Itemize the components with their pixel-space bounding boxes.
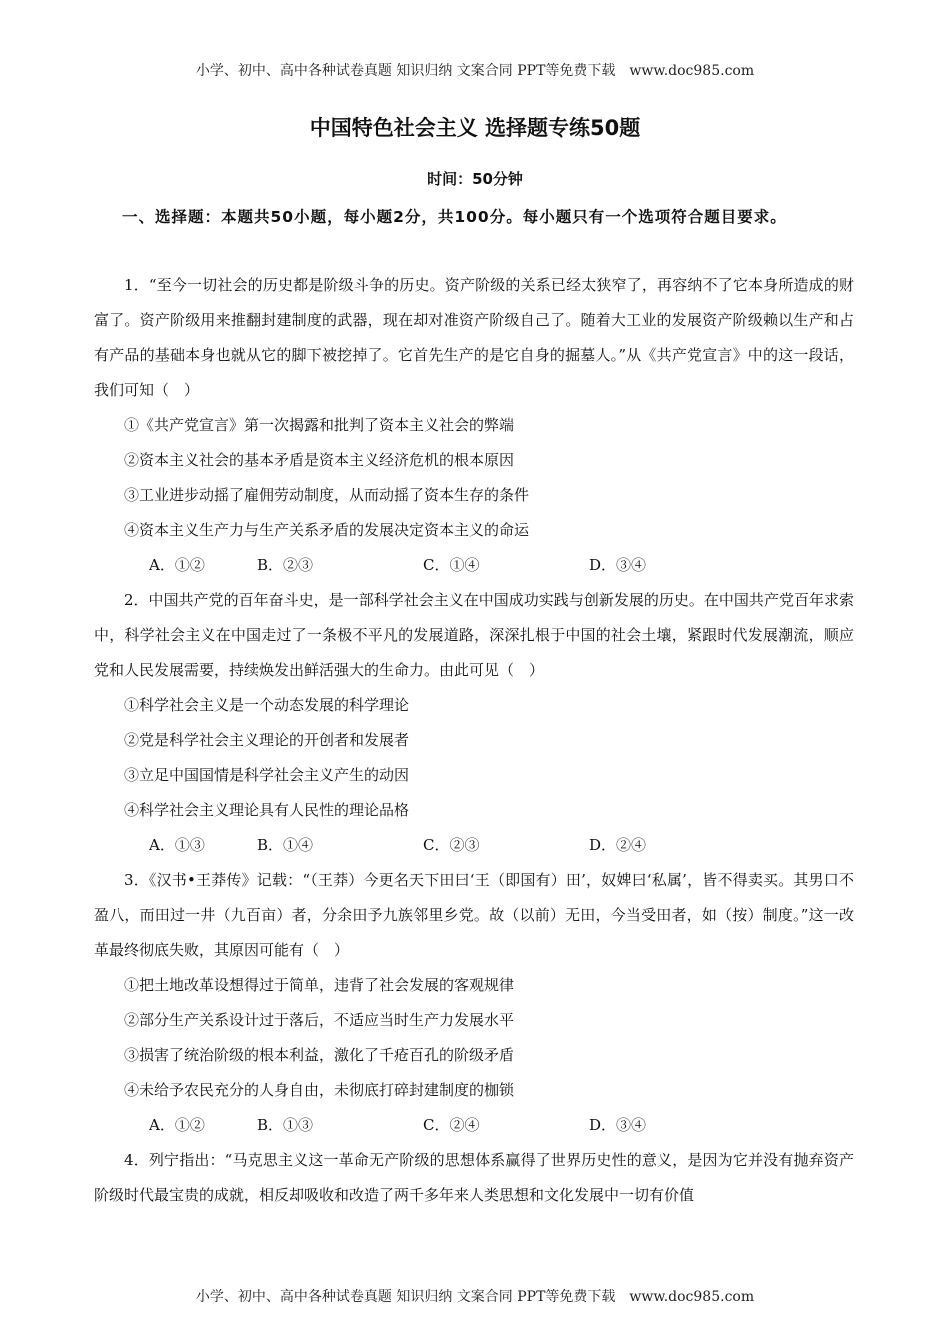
option-d: D．③④	[589, 1116, 647, 1134]
option-b: B．①④	[257, 836, 314, 854]
option-b: B．②③	[257, 556, 314, 574]
statement-2: ②党是科学社会主义理论的开创者和发展者	[124, 731, 410, 749]
question-4	[94, 1143, 854, 1213]
statement-1: ①《共产党宣言》第一次揭露和批判了资本主义社会的弊端	[124, 416, 515, 434]
document-title: 中国特色社会主义 选择题专练50题	[309, 116, 641, 140]
option-b: B．①③	[257, 1116, 314, 1134]
header-text: 小学、初中、高中各种试卷真题 知识归纳 文案合同 PPT等免费下载	[195, 63, 616, 79]
statement-3: ③损害了统治阶级的根本利益，激化了千疮百孔的阶级矛盾	[124, 1046, 515, 1064]
page-header	[0, 60, 950, 80]
header-url[interactable]: www.doc985.com	[629, 63, 755, 79]
statement-4: ④科学社会主义理论具有人民性的理论品格	[124, 801, 410, 819]
option-d: D．③④	[589, 556, 647, 574]
statement-4: ④资本主义生产力与生产关系矛盾的发展决定资本主义的命运	[124, 521, 530, 539]
section-heading: 一、选择题：本题共50小题，每小题2分，共100分。每小题只有一个选项符合题目要求。	[122, 208, 787, 226]
option-c: C．①④	[423, 556, 480, 574]
footer-text: 小学、初中、高中各种试卷真题 知识归纳 文案合同 PPT等免费下载	[195, 1289, 616, 1305]
option-a: A．①②	[149, 556, 205, 574]
question-3	[94, 863, 854, 1143]
statement-2: ②资本主义社会的基本矛盾是资本主义经济危机的根本原因	[124, 451, 515, 469]
statement-3: ③工业进步动摇了雇佣劳动制度，从而动摇了资本生存的条件	[124, 486, 530, 504]
question-1	[94, 268, 854, 583]
footer-url[interactable]: www.doc985.com	[629, 1289, 755, 1305]
option-d: D．②④	[589, 836, 647, 854]
question-text: 3．《汉书•王莽传》记载：“（王莽）今更名天下田曰‘王（即国有）田’，奴婢曰‘私属’，皆不得卖买。其男口不盈八，而田过一井（九百亩）者，分余田予九族邻里乡党。故（以前）无田，今当受田者，如（按）制度。”这一改革最终彻底失败，其原因可能有（ ）	[94, 871, 854, 959]
statement-2: ②部分生产关系设计过于落后，不适应当时生产力发展水平	[124, 1011, 515, 1029]
statement-4: ④未给予农民充分的人身自由，未彻底打碎封建制度的枷锁	[124, 1081, 515, 1099]
page-footer	[0, 1286, 950, 1306]
option-c: C．②③	[423, 836, 480, 854]
statement-1: ①科学社会主义是一个动态发展的科学理论	[124, 696, 410, 714]
statement-3: ③立足中国国情是科学社会主义产生的动因	[124, 766, 410, 784]
question-list	[94, 268, 854, 1213]
option-a: A．①③	[149, 836, 205, 854]
time-limit: 时间：50分钟	[427, 170, 523, 188]
option-c: C．②④	[423, 1116, 480, 1134]
option-a: A．①②	[149, 1116, 205, 1134]
answer-options	[149, 828, 854, 863]
question-text: 4．列宁指出：“马克思主义这一革命无产阶级的思想体系赢得了世界历史性的意义，是因为它并没有抛弃资产阶级时代最宝贵的成就，相反却吸收和改造了两千多年来人类思想和文化发展中一切有价值	[94, 1151, 854, 1204]
statement-1: ①把土地改革设想得过于简单，违背了社会发展的客观规律	[124, 976, 515, 994]
question-text: 1．“至今一切社会的历史都是阶级斗争的历史。资产阶级的关系已经太狭窄了，再容纳不了它本身所造成的财富了。资产阶级用来推翻封建制度的武器，现在却对准资产阶级自己了。随着大工业的发展资产阶级赖以生产和占有产品的基础本身也就从它的脚下被挖掉了。它首先生产的是它自身的掘墓人。”从《共产党宣言》中的这一段话，我们可知（ ）	[94, 276, 854, 399]
question-2	[94, 583, 854, 863]
answer-options	[149, 548, 854, 583]
question-text: 2．中国共产党的百年奋斗史，是一部科学社会主义在中国成功实践与创新发展的历史。在中国共产党百年求索中，科学社会主义在中国走过了一条极不平凡的发展道路，深深扎根于中国的社会土壤，紧跟时代发展潮流，顺应党和人民发展需要，持续焕发出鲜活强大的生命力。由此可见（ ）	[94, 591, 854, 679]
answer-options	[149, 1108, 854, 1143]
